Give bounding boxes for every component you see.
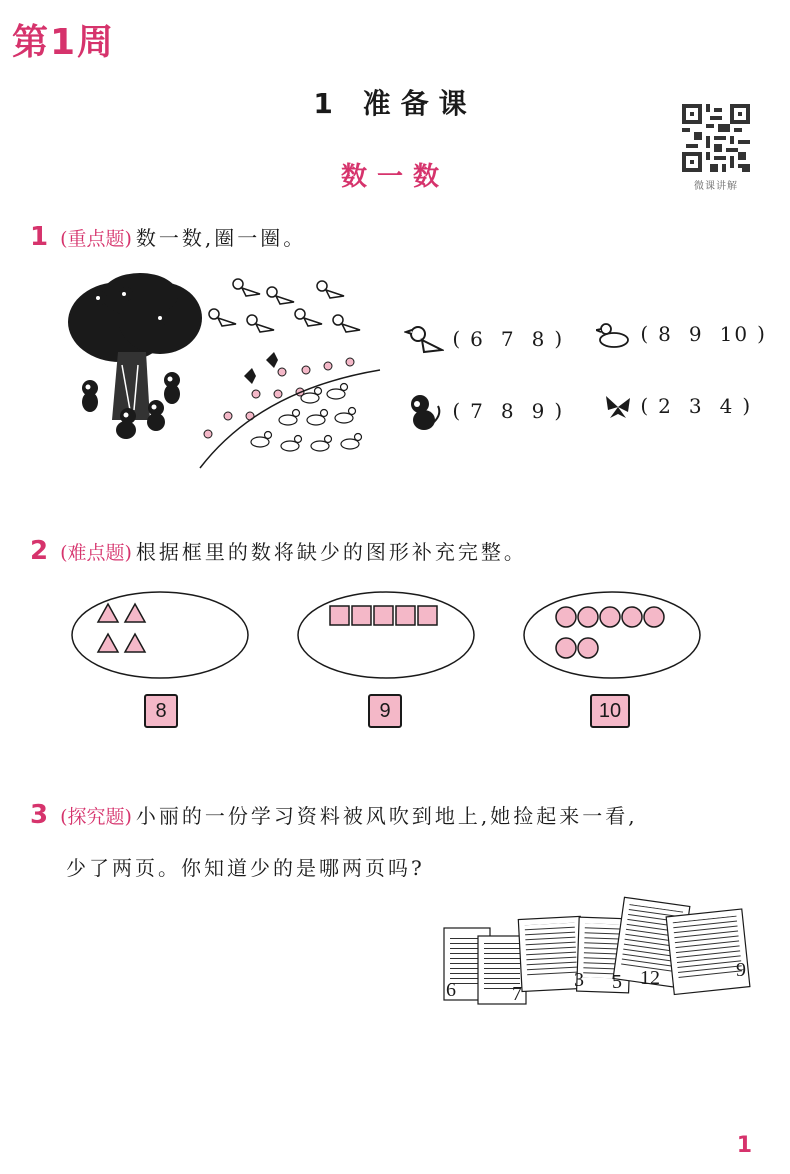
choice-duck: ( 8 9 10 ) (596, 320, 767, 350)
question-number: 3 (30, 800, 49, 830)
question-text: 数一数,圈一圈。 (135, 226, 307, 250)
choice-option[interactable]: 10 (719, 321, 750, 346)
butterfly-group-icon (244, 352, 278, 384)
page-number: 1 (736, 1133, 752, 1158)
question-3-header (30, 800, 638, 830)
question-text: 少了两页。你知道少的是哪两页吗? (66, 856, 425, 880)
target-number-box: 10 (590, 694, 630, 728)
page-number-label: 9 (736, 959, 746, 981)
choice-option[interactable]: 2 (658, 393, 673, 418)
target-number-box: 8 (144, 694, 178, 728)
question-text: 根据框里的数将缺少的图形补充完整。 (135, 540, 527, 564)
shape-group-circles[interactable] (522, 590, 702, 680)
choice-option[interactable]: 8 (658, 321, 673, 346)
qr-code-icon[interactable] (682, 104, 750, 172)
q1-illustration (60, 270, 390, 470)
choice-option[interactable]: 8 (500, 398, 516, 423)
page-icon (666, 909, 750, 995)
choice-butterfly: ( 2 3 4 ) (604, 392, 752, 422)
scattered-pages-illustration (440, 896, 770, 1012)
question-1-header (30, 222, 306, 252)
lesson-title: 1 准备课 (313, 87, 477, 120)
butterfly-icon (604, 392, 632, 422)
bird-group-icon (209, 279, 360, 332)
qr-caption: 微课讲解 (694, 181, 738, 192)
page-number-label: 6 (446, 979, 456, 1001)
monkey-icon (404, 392, 444, 432)
choice-monkey: ( 7 8 9 ) (404, 392, 564, 432)
choice-option[interactable]: 8 (531, 326, 547, 351)
choice-option[interactable]: 6 (470, 326, 485, 351)
choice-option[interactable]: 9 (688, 321, 704, 346)
shape-group-triangles[interactable] (70, 590, 250, 680)
bird-icon (404, 320, 444, 360)
target-number-box: 9 (368, 694, 402, 728)
choice-option[interactable]: 9 (531, 398, 547, 423)
shape-group-squares[interactable] (296, 590, 476, 680)
choice-bird: ( 6 7 8 ) (404, 320, 564, 360)
week-label: 第1周 (12, 22, 116, 63)
duck-group-icon (251, 384, 362, 452)
choice-option[interactable]: 7 (470, 398, 485, 423)
question-number: 2 (30, 536, 49, 566)
question-tag: (难点题) (60, 542, 132, 564)
duck-icon (596, 320, 632, 350)
page-number-label: 12 (640, 967, 660, 989)
question-number: 1 (30, 222, 49, 252)
question-2-header (30, 536, 527, 566)
square-icon (330, 606, 437, 625)
question-text: 小丽的一份学习资料被风吹到地上,她捡起来一看, (135, 804, 638, 828)
question-tag: (重点题) (60, 228, 132, 250)
choice-option[interactable]: 3 (688, 393, 704, 418)
page-number-label: 7 (512, 983, 522, 1005)
choice-option[interactable]: 4 (719, 393, 735, 418)
page-number-label: 3 (574, 969, 584, 991)
page-number-label: 5 (612, 971, 622, 993)
choice-option[interactable]: 7 (500, 326, 516, 351)
question-tag: (探究题) (60, 806, 132, 828)
section-title: 数一数 (340, 162, 449, 192)
